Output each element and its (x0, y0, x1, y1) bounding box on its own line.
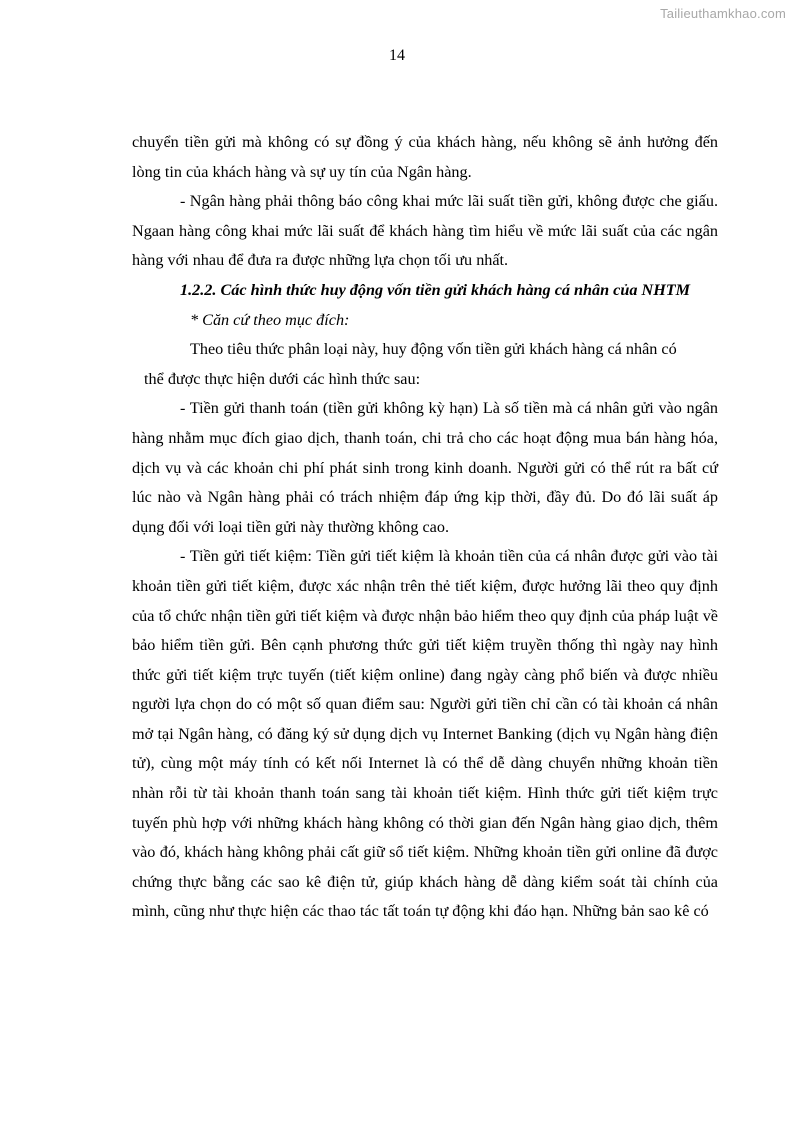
subheading-by-purpose: * Căn cứ theo mục đích: (190, 310, 350, 329)
paragraph-interest-disclosure: - Ngân hàng phải thông báo công khai mức lãi suất tiền gửi, không được che giấu. Ngaan hàng công khai mức lãi suất để khách hàng tìm hiểu về mức lãi suất của các ngân hàng với nhau để đưa ra được những lựa chọn tối ưu nhất. (132, 192, 718, 270)
watermark: Tailieuthamkhao.com (660, 6, 786, 21)
document-body (132, 128, 718, 927)
paragraph-savings-deposit: - Tiền gửi tiết kiệm: Tiền gửi tiết kiệm là khoản tiền của cá nhân được gửi vào tài khoản tiền gửi tiết kiệm, được xác nhận trên thẻ tiết kiệm, được hưởng lãi theo quy định của tổ chức nhận tiền gửi tiết kiệm và được nhận bảo hiểm theo quy định của pháp luật về bảo hiểm tiền gửi. Bên cạnh phương thức gửi tiết kiệm truyền thống thì ngày nay hình thức gửi tiết kiệm trực tuyến (tiết kiệm online) đang ngày càng phổ biến và được nhiều người lựa chọn do có một số quan điểm sau: Người gửi tiền chỉ cần có tài khoản cá nhân mở tại Ngân hàng, có đăng ký sử dụng dịch vụ Internet Banking (dịch vụ Ngân hàng điện tử), cùng một máy tính có kết nối Internet là có thể dễ dàng chuyển những khoản tiền nhàn rỗi từ tài khoản thanh toán sang tài khoản tiết kiệm. Hình thức gửi tiết kiệm trực tuyến phù hợp với những khách hàng không có thời gian đến Ngân hàng giao dịch, thêm vào đó, khách hàng không phải cất giữ sổ tiết kiệm. Những khoản tiền gửi online đã được chứng thực bằng các sao kê điện tử, giúp khách hàng dễ dàng kiểm soát tài chính của mình, cũng như thực hiện các thao tác tất toán tự động khi đáo hạn. Những bản sao kê có (132, 547, 718, 921)
page-number: 14 (389, 47, 405, 64)
paragraph-classification-line1: Theo tiêu thức phân loại này, huy động vốn tiền gửi khách hàng cá nhân có (190, 340, 677, 359)
paragraph-classification-line2: thể được thực hiện dưới các hình thức sau: (144, 369, 421, 388)
paragraph-continuation: chuyển tiền gửi mà không có sự đồng ý của khách hàng, nếu không sẽ ảnh hưởng đến lòng tin của khách hàng và sự uy tín của Ngân hàng. (132, 133, 718, 181)
paragraph-payment-deposit: - Tiền gửi thanh toán (tiền gửi không kỳ hạn) Là số tiền mà cá nhân gửi vào ngân hàng nhằm mục đích giao dịch, thanh toán, chi trả cho các hoạt động mua bán hàng hóa, dịch vụ và các khoản chi phí phát sinh trong kinh doanh. Người gửi có thể rút ra bất cứ lúc nào và Ngân hàng phải có trách nhiệm đáp ứng kịp thời, đầy đủ. Do đó lãi suất áp dụng đối với loại tiền gửi này thường không cao. (132, 399, 718, 536)
section-heading: 1.2.2. Các hình thức huy động vốn tiền gửi khách hàng cá nhân của NHTM (180, 280, 691, 299)
paragraph-classification (132, 335, 718, 394)
